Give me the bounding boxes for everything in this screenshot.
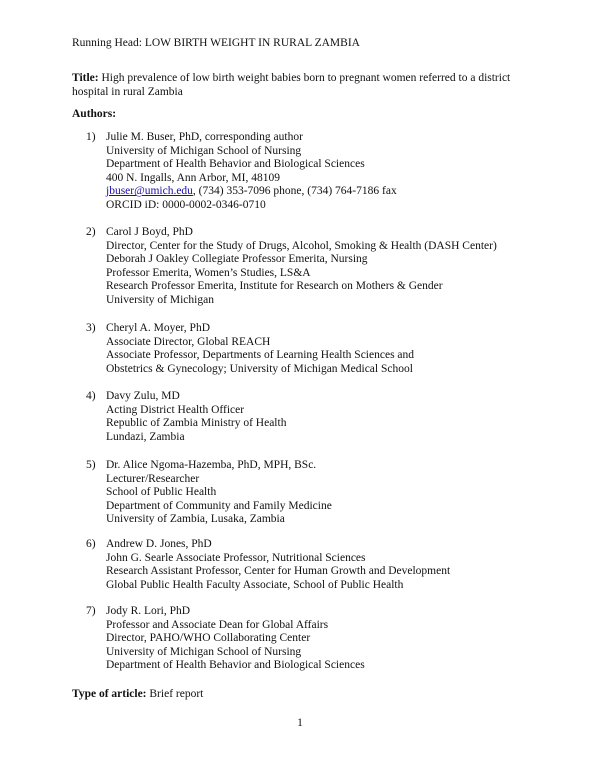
author-affiliation-line: Director, Center for the Study of Drugs, Alcohol, Smoking & Health (DASH Center): [106, 239, 497, 252]
author-affiliation-line: Associate Director, Global REACH: [106, 335, 271, 348]
author-number: 7): [86, 605, 96, 617]
running-head: Running Head: LOW BIRTH WEIGHT IN RURAL ZAMBIA: [72, 37, 360, 49]
author-affiliation-line: University of Michigan School of Nursing: [106, 645, 302, 658]
authors-label: Authors:: [72, 108, 117, 120]
author-affiliation-line: Professor and Associate Dean for Global Affairs: [106, 618, 329, 631]
email-link[interactable]: jbuser@umich.edu: [106, 185, 193, 198]
author-name: Julie M. Buser, PhD, corresponding author: [106, 131, 303, 143]
author-affiliation-line: Associate Professor, Departments of Learning Health Sciences and: [106, 349, 415, 362]
author-affiliation-line: Republic of Zambia Ministry of Health: [106, 417, 287, 430]
author-affiliation-line: Lundazi, Zambia: [106, 430, 185, 443]
author-affiliation-line: University of Michigan: [106, 293, 214, 306]
author-name: Jody R. Lori, PhD: [106, 605, 191, 617]
author-affiliation-line: Research Professor Emerita, Institute for Research on Mothers & Gender: [106, 280, 443, 293]
author-affiliation-line: Department of Health Behavior and Biological Sciences: [106, 158, 365, 171]
author-name: Davy Zulu, MD: [106, 390, 180, 402]
author-affiliation-line: Deborah J Oakley Collegiate Professor Emerita, Nursing: [106, 253, 368, 266]
contact-phone-fax: , (734) 353-7096 phone, (734) 764-7186 fax: [192, 185, 397, 198]
author-affiliation-line: Lecturer/Researcher: [106, 472, 200, 485]
author-name: Andrew D. Jones, PhD: [106, 538, 212, 550]
title-text: High prevalence of low birth weight babies born to pregnant women referred to a district hospital in rural Zambia: [72, 72, 511, 98]
author-affiliation-line: Director, PAHO/WHO Collaborating Center: [106, 632, 311, 645]
author-affiliation-line: John G. Searle Associate Professor, Nutritional Sciences: [106, 551, 366, 564]
author-number: 4): [86, 390, 96, 402]
author-affiliation-line: University of Michigan School of Nursing: [106, 144, 302, 157]
author-name: Carol J Boyd, PhD: [106, 226, 193, 238]
title-label: Title:: [72, 72, 99, 84]
author-number: 2): [86, 226, 96, 238]
author-affiliation-line: Obstetrics & Gynecology; University of Michigan Medical School: [106, 362, 413, 375]
author-address-line: 400 N. Ingalls, Ann Arbor, MI, 48109: [106, 171, 280, 184]
author-affiliation-line: Global Public Health Faculty Associate, School of Public Health: [106, 578, 404, 591]
author-contact-line: [106, 185, 566, 199]
author-affiliation-line: Research Assistant Professor, Center for Human Growth and Development: [106, 565, 451, 578]
type-of-article-label: Type of article:: [72, 688, 147, 700]
type-of-article-value: Brief report: [149, 688, 204, 700]
author-orcid: ORCID iD: 0000-0002-0346-0710: [106, 198, 266, 211]
author-number: 6): [86, 538, 96, 550]
author-name: Dr. Alice Ngoma-Hazemba, PhD, MPH, BSc.: [106, 459, 317, 471]
title-block: [72, 72, 542, 100]
type-of-article: [72, 688, 203, 702]
author-affiliation-line: Acting District Health Officer: [106, 403, 245, 416]
author-affiliation-line: Department of Health Behavior and Biological Sciences: [106, 659, 365, 672]
author-affiliation-line: University of Zambia, Lusaka, Zambia: [106, 513, 285, 526]
author-affiliation-line: Department of Community and Family Medicine: [106, 499, 332, 512]
author-number: 3): [86, 322, 96, 334]
author-name: Cheryl A. Moyer, PhD: [106, 322, 210, 334]
author-affiliation-line: Professor Emerita, Women’s Studies, LS&A: [106, 266, 311, 279]
author-number: 5): [86, 459, 96, 471]
page-number: 1: [297, 717, 303, 729]
author-affiliation-line: School of Public Health: [106, 486, 217, 499]
author-number: 1): [86, 131, 96, 143]
